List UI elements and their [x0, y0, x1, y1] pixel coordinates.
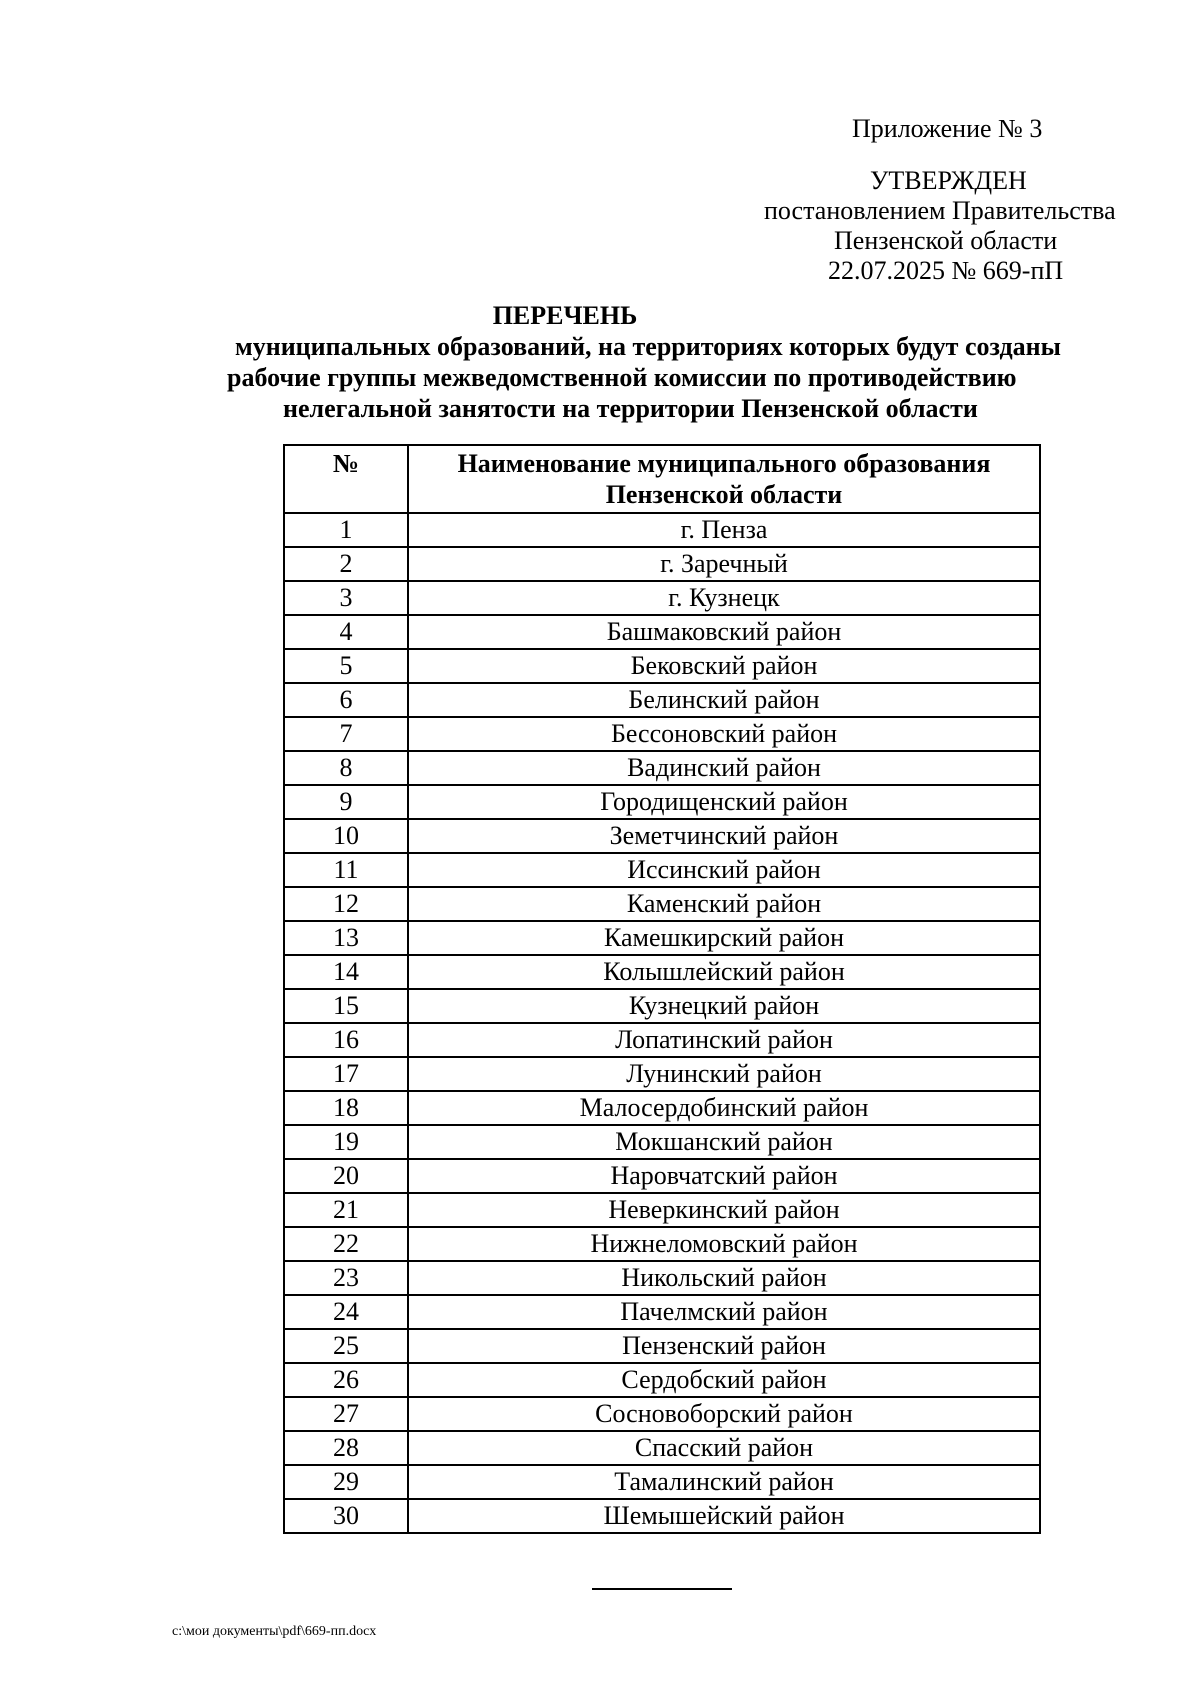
- row-municipality-name: Пензенский район: [408, 1329, 1040, 1363]
- approval-by: постановлением Правительства: [764, 196, 1116, 225]
- row-municipality-name: Камешкирский район: [408, 921, 1040, 955]
- header-name-line-1: Наименование муниципального образования: [457, 449, 991, 478]
- row-municipality-name: Башмаковский район: [408, 615, 1040, 649]
- row-municipality-name: Бековский район: [408, 649, 1040, 683]
- table-row: [284, 1499, 1040, 1533]
- table-row: [284, 1363, 1040, 1397]
- row-municipality-name: Сосновоборский район: [408, 1397, 1040, 1431]
- row-municipality-name: Бессоновский район: [408, 717, 1040, 751]
- row-number: 13: [284, 921, 408, 955]
- table-row: [284, 921, 1040, 955]
- row-municipality-name: Белинский район: [408, 683, 1040, 717]
- row-municipality-name: Мокшанский район: [408, 1125, 1040, 1159]
- row-municipality-name: г. Кузнецк: [408, 581, 1040, 615]
- approval-status: УТВЕРЖДЕН: [870, 166, 1027, 195]
- row-number: 9: [284, 785, 408, 819]
- row-municipality-name: Пачелмский район: [408, 1295, 1040, 1329]
- table-row: [284, 1465, 1040, 1499]
- row-number: 14: [284, 955, 408, 989]
- header-number: №: [284, 445, 408, 513]
- row-number: 7: [284, 717, 408, 751]
- row-municipality-name: Тамалинский район: [408, 1465, 1040, 1499]
- closing-rule: [592, 1588, 732, 1590]
- row-municipality-name: Наровчатский район: [408, 1159, 1040, 1193]
- row-number: 18: [284, 1091, 408, 1125]
- row-number: 22: [284, 1227, 408, 1261]
- table-row: [284, 751, 1040, 785]
- table-row: [284, 615, 1040, 649]
- approval-block: [740, 166, 1180, 286]
- title-line-2: рабочие группы межведомственной комиссии по противодействию: [227, 363, 1017, 392]
- table-row: [284, 1261, 1040, 1295]
- table-header-row: [284, 445, 1040, 513]
- table-row: [284, 955, 1040, 989]
- row-municipality-name: Неверкинский район: [408, 1193, 1040, 1227]
- table-row: [284, 547, 1040, 581]
- row-municipality-name: Городищенский район: [408, 785, 1040, 819]
- row-municipality-name: Земетчинский район: [408, 819, 1040, 853]
- row-number: 4: [284, 615, 408, 649]
- table-row: [284, 1057, 1040, 1091]
- row-municipality-name: Сердобский район: [408, 1363, 1040, 1397]
- table-row: [284, 1193, 1040, 1227]
- table-row: [284, 1091, 1040, 1125]
- table-row: [284, 1023, 1040, 1057]
- row-number: 17: [284, 1057, 408, 1091]
- header-name-line-2: Пензенской области: [605, 480, 843, 509]
- table-row: [284, 649, 1040, 683]
- row-number: 21: [284, 1193, 408, 1227]
- appendix-label: Приложение № 3: [852, 114, 1043, 143]
- table-row: [284, 717, 1040, 751]
- table-row: [284, 1431, 1040, 1465]
- table-row: [284, 683, 1040, 717]
- row-municipality-name: г. Пенза: [408, 513, 1040, 547]
- row-number: 20: [284, 1159, 408, 1193]
- row-municipality-name: Никольский район: [408, 1261, 1040, 1295]
- title-line-1: муниципальных образований, на территориях которых будут созданы: [235, 332, 1061, 361]
- title-line-3: нелегальной занятости на территории Пензенской области: [283, 394, 978, 423]
- approval-region: Пензенской области: [834, 226, 1058, 255]
- row-municipality-name: Иссинский район: [408, 853, 1040, 887]
- table-row: [284, 887, 1040, 921]
- row-number: 19: [284, 1125, 408, 1159]
- row-municipality-name: Нижнеломовский район: [408, 1227, 1040, 1261]
- row-number: 3: [284, 581, 408, 615]
- row-municipality-name: Спасский район: [408, 1431, 1040, 1465]
- table-row: [284, 853, 1040, 887]
- row-number: 24: [284, 1295, 408, 1329]
- header-name: [408, 445, 1040, 513]
- row-number: 2: [284, 547, 408, 581]
- row-number: 30: [284, 1499, 408, 1533]
- row-municipality-name: Лопатинский район: [408, 1023, 1040, 1057]
- table-row: [284, 819, 1040, 853]
- row-number: 16: [284, 1023, 408, 1057]
- row-number: 27: [284, 1397, 408, 1431]
- table-row: [284, 513, 1040, 547]
- table-row: [284, 1329, 1040, 1363]
- row-municipality-name: Кузнецкий район: [408, 989, 1040, 1023]
- row-number: 12: [284, 887, 408, 921]
- table-row: [284, 1227, 1040, 1261]
- row-number: 11: [284, 853, 408, 887]
- row-number: 15: [284, 989, 408, 1023]
- row-municipality-name: Шемышейский район: [408, 1499, 1040, 1533]
- title-heading: ПЕРЕЧЕНЬ: [492, 301, 638, 330]
- row-number: 5: [284, 649, 408, 683]
- row-number: 6: [284, 683, 408, 717]
- file-path: c:\мои документы\pdf\669-пп.docx: [172, 1624, 377, 1639]
- row-number: 8: [284, 751, 408, 785]
- municipalities-table: [283, 444, 1041, 1534]
- row-municipality-name: Малосердобинский район: [408, 1091, 1040, 1125]
- row-number: 26: [284, 1363, 408, 1397]
- row-municipality-name: г. Заречный: [408, 547, 1040, 581]
- table-row: [284, 581, 1040, 615]
- row-municipality-name: Каменский район: [408, 887, 1040, 921]
- row-number: 10: [284, 819, 408, 853]
- approval-date-number: 22.07.2025 № 669-пП: [828, 256, 1064, 285]
- table-row: [284, 1295, 1040, 1329]
- row-number: 25: [284, 1329, 408, 1363]
- table-row: [284, 1125, 1040, 1159]
- row-municipality-name: Лунинский район: [408, 1057, 1040, 1091]
- table-row: [284, 785, 1040, 819]
- table-row: [284, 989, 1040, 1023]
- document-title: [200, 300, 1160, 424]
- row-municipality-name: Колышлейский район: [408, 955, 1040, 989]
- table-row: [284, 1159, 1040, 1193]
- row-number: 28: [284, 1431, 408, 1465]
- table-body: [284, 513, 1040, 1533]
- table-row: [284, 1397, 1040, 1431]
- row-municipality-name: Вадинский район: [408, 751, 1040, 785]
- row-number: 29: [284, 1465, 408, 1499]
- row-number: 1: [284, 513, 408, 547]
- row-number: 23: [284, 1261, 408, 1295]
